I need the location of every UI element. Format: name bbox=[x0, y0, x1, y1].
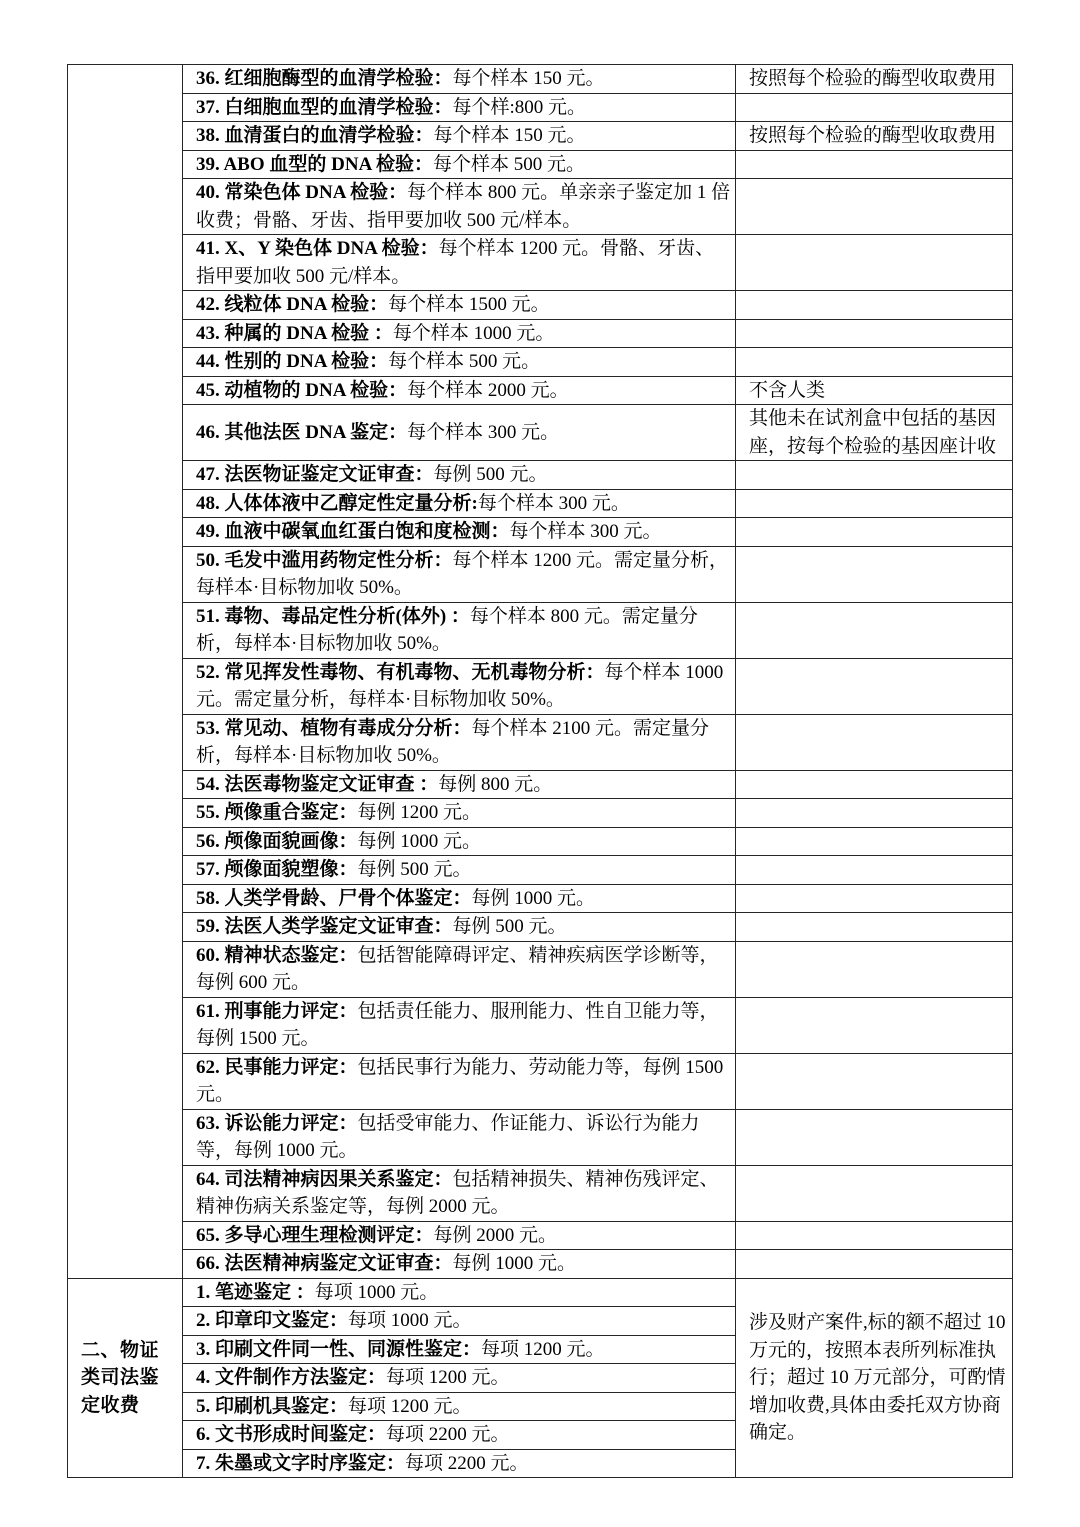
note-cell bbox=[736, 1165, 1013, 1221]
item-description: 包括责任能力、服刑能力、性自卫能力等，每例 1500 元。 bbox=[196, 1000, 719, 1049]
item-label: 54. 法医毒物鉴定文证审查 ： bbox=[196, 773, 439, 795]
item-label: 46. 其他法医 DNA 鉴定： bbox=[196, 421, 408, 443]
note-cell bbox=[736, 489, 1013, 518]
item-label: 63. 诉讼能力评定： bbox=[196, 1112, 358, 1134]
item-label: 57. 颅像面貌塑像： bbox=[196, 859, 358, 880]
table-row bbox=[68, 714, 1013, 770]
item-label: 53. 常见动、植物有毒成分分析： bbox=[196, 717, 472, 739]
item-description: 每个样本 800 元。需定量分析，每样本·目标物加收 50%。 bbox=[196, 605, 698, 654]
note-cell bbox=[736, 348, 1013, 377]
table-row bbox=[68, 546, 1013, 602]
note-cell bbox=[736, 1221, 1013, 1250]
item-cell bbox=[183, 827, 736, 856]
item-cell bbox=[183, 884, 736, 913]
note-cell bbox=[736, 884, 1013, 913]
item-label: 38. 血清蛋白的血清学检验： bbox=[196, 125, 434, 146]
note-cell bbox=[736, 405, 1013, 461]
item-description: 每个样本 1000 元。需定量分析，每样本·目标物加收 50%。 bbox=[196, 661, 724, 710]
table-row bbox=[68, 1221, 1013, 1250]
item-description: 每个样:800 元。 bbox=[452, 96, 587, 118]
item-description: 每项 1200 元。 bbox=[481, 1338, 605, 1360]
note-cell bbox=[736, 941, 1013, 997]
item-label: 37. 白细胞血型的血清学检验： bbox=[196, 96, 453, 118]
item-cell bbox=[183, 518, 736, 547]
item-description: 每项 2200 元。 bbox=[405, 1452, 529, 1474]
item-description: 每个样本 150 元。 bbox=[452, 68, 605, 89]
table-row bbox=[68, 1109, 1013, 1165]
note-cell bbox=[736, 235, 1013, 291]
note-text: 其他未在试剂盒中包括的基因座，按每个检验的基因座计收 bbox=[749, 408, 997, 457]
note-text: 涉及财产案件,标的额不超过 10 万元的，按照本表所列标准执行；超过 10 万元部分，可酌情增加收费,具体由委托双方协商确定。 bbox=[749, 1312, 1006, 1443]
item-label: 47. 法医物证鉴定文证审查： bbox=[196, 464, 434, 485]
item-label: 40. 常染色体 DNA 检验： bbox=[196, 182, 408, 203]
fee-table bbox=[67, 64, 1013, 1478]
note-cell bbox=[736, 856, 1013, 885]
item-label: 50. 毛发中滥用药物定性分析： bbox=[196, 549, 453, 571]
item-cell bbox=[183, 461, 736, 490]
item-cell bbox=[183, 122, 736, 151]
note-cell bbox=[736, 658, 1013, 714]
table-row bbox=[68, 319, 1013, 348]
item-description: 每项 2200 元。 bbox=[386, 1424, 510, 1445]
item-label: 49. 血液中碳氧血红蛋白饱和度检测： bbox=[196, 521, 510, 542]
item-description: 每例 800 元。 bbox=[438, 773, 553, 795]
table-row bbox=[68, 461, 1013, 490]
table-row bbox=[68, 291, 1013, 320]
item-label: 7. 朱墨或文字时序鉴定： bbox=[196, 1452, 406, 1474]
table-row bbox=[68, 489, 1013, 518]
item-cell bbox=[183, 714, 736, 770]
table-row bbox=[68, 1278, 1013, 1307]
note-cell bbox=[736, 913, 1013, 942]
item-cell bbox=[183, 658, 736, 714]
note-cell bbox=[736, 602, 1013, 658]
item-cell bbox=[183, 997, 736, 1053]
item-description: 每个样本 1200 元。骨骼、牙齿、指甲要加收 500 元/样本。 bbox=[196, 238, 715, 287]
item-description: 每例 1000 元。 bbox=[357, 830, 482, 852]
item-cell bbox=[183, 1449, 736, 1478]
category-cell bbox=[68, 65, 183, 1279]
item-label: 60. 精神状态鉴定： bbox=[196, 944, 358, 966]
table-row bbox=[68, 884, 1013, 913]
table-row bbox=[68, 913, 1013, 942]
note-cell bbox=[736, 1250, 1013, 1279]
fee-table-body bbox=[68, 65, 1013, 1478]
item-label: 44. 性别的 DNA 检验： bbox=[196, 351, 389, 372]
table-row bbox=[68, 799, 1013, 828]
item-label: 6. 文书形成时间鉴定： bbox=[196, 1424, 387, 1445]
item-description: 包括精神损失、精神伤残评定、精神伤病关系鉴定等，每例 2000 元。 bbox=[196, 1168, 719, 1217]
item-label: 64. 司法精神病因果关系鉴定： bbox=[196, 1168, 453, 1190]
item-description: 每个样本 150 元。 bbox=[433, 125, 586, 146]
item-label: 58. 人类学骨龄、尸骨个体鉴定： bbox=[196, 887, 472, 909]
item-label: 65. 多导心理生理检测评定： bbox=[196, 1224, 434, 1246]
item-label: 41. X、Y 染色体 DNA 检验： bbox=[196, 238, 439, 259]
item-cell bbox=[183, 1053, 736, 1109]
item-label: 42. 线粒体 DNA 检验： bbox=[196, 294, 389, 315]
item-description: 包括民事行为能力、劳动能力等，每例 1500 元。 bbox=[196, 1056, 724, 1105]
item-description: 每项 1200 元。 bbox=[348, 1395, 472, 1417]
item-label: 66. 法医精神病鉴定文证审查： bbox=[196, 1253, 453, 1274]
table-row bbox=[68, 856, 1013, 885]
note-cell bbox=[736, 65, 1013, 94]
note-cell bbox=[736, 799, 1013, 828]
table-row bbox=[68, 150, 1013, 179]
item-label: 48. 人体体液中乙醇定性定量分析: bbox=[196, 492, 478, 514]
item-label: 1. 笔迹鉴定 ： bbox=[196, 1281, 315, 1303]
item-cell bbox=[183, 291, 736, 320]
item-cell bbox=[183, 65, 736, 94]
item-label: 43. 种属的 DNA 检验 ： bbox=[196, 322, 393, 344]
note-text: 不含人类 bbox=[749, 379, 826, 401]
item-description: 每个样本 1500 元。 bbox=[388, 294, 550, 315]
item-cell bbox=[183, 1307, 736, 1336]
item-label: 61. 刑事能力评定： bbox=[196, 1000, 358, 1022]
note-cell bbox=[736, 518, 1013, 547]
item-cell bbox=[183, 1109, 736, 1165]
table-row bbox=[68, 602, 1013, 658]
note-cell bbox=[736, 770, 1013, 799]
item-description: 每个样本 800 元。单亲亲子鉴定加 1 倍收费；骨骼、牙齿、指甲要加收 500 元/样本。 bbox=[196, 182, 731, 231]
item-description: 每个样本 500 元。 bbox=[433, 153, 586, 175]
item-description: 每个样本 1200 元。需定量分析，每样本·目标物加收 50%。 bbox=[196, 549, 729, 598]
note-cell bbox=[736, 1109, 1013, 1165]
note-cell bbox=[736, 376, 1013, 405]
item-cell bbox=[183, 546, 736, 602]
table-row bbox=[68, 376, 1013, 405]
item-description: 每个样本 2000 元。 bbox=[407, 379, 569, 401]
table-row bbox=[68, 65, 1013, 94]
table-row bbox=[68, 405, 1013, 461]
note-cell bbox=[736, 714, 1013, 770]
note-text: 按照每个检验的酶型收取费用 bbox=[749, 125, 997, 146]
note-cell bbox=[736, 997, 1013, 1053]
item-cell bbox=[183, 376, 736, 405]
note-cell bbox=[736, 546, 1013, 602]
item-description: 每个样本 300 元。 bbox=[509, 521, 662, 542]
table-row bbox=[68, 941, 1013, 997]
note-cell bbox=[736, 827, 1013, 856]
note-cell bbox=[736, 461, 1013, 490]
table-row bbox=[68, 93, 1013, 122]
item-label: 4. 文件制作方法鉴定： bbox=[196, 1367, 387, 1388]
item-description: 包括智能障碍评定、精神疾病医学诊断等，每例 600 元。 bbox=[196, 944, 719, 993]
note-cell bbox=[736, 291, 1013, 320]
item-cell bbox=[183, 179, 736, 235]
item-description: 每个样本 1000 元。 bbox=[392, 322, 555, 344]
item-label: 56. 颅像面貌画像： bbox=[196, 830, 358, 852]
item-description: 每例 1000 元。 bbox=[471, 887, 596, 909]
item-description: 每例 500 元。 bbox=[433, 464, 548, 485]
note-cell bbox=[736, 319, 1013, 348]
table-row bbox=[68, 997, 1013, 1053]
item-description: 每例 1200 元。 bbox=[357, 802, 482, 823]
item-description: 每例 500 元。 bbox=[357, 859, 472, 880]
note-cell-merged bbox=[736, 1278, 1013, 1478]
item-cell bbox=[183, 1278, 736, 1307]
item-cell bbox=[183, 405, 736, 461]
table-row bbox=[68, 827, 1013, 856]
item-description: 每项 1000 元。 bbox=[348, 1310, 472, 1331]
category-cell bbox=[68, 1278, 183, 1478]
item-description: 每例 500 元。 bbox=[452, 916, 567, 937]
item-cell bbox=[183, 913, 736, 942]
item-label: 3. 印刷文件同一性、同源性鉴定： bbox=[196, 1338, 482, 1360]
item-cell bbox=[183, 1165, 736, 1221]
item-cell bbox=[183, 799, 736, 828]
table-row bbox=[68, 658, 1013, 714]
item-label: 51. 毒物、毒品定性分析(体外) ： bbox=[196, 605, 470, 627]
item-cell bbox=[183, 602, 736, 658]
item-label: 45. 动植物的 DNA 检验： bbox=[196, 379, 408, 401]
item-description: 每项 1200 元。 bbox=[386, 1367, 510, 1388]
item-cell bbox=[183, 1392, 736, 1421]
table-row bbox=[68, 1053, 1013, 1109]
note-cell bbox=[736, 150, 1013, 179]
item-cell bbox=[183, 856, 736, 885]
item-cell bbox=[183, 1221, 736, 1250]
item-cell bbox=[183, 150, 736, 179]
item-label: 2. 印章印文鉴定： bbox=[196, 1310, 349, 1331]
note-text: 按照每个检验的酶型收取费用 bbox=[749, 68, 997, 89]
item-cell bbox=[183, 93, 736, 122]
note-cell bbox=[736, 179, 1013, 235]
item-description: 包括受审能力、作证能力、诉讼行为能力等，每例 1000 元。 bbox=[196, 1112, 700, 1161]
item-description: 每个样本 300 元。 bbox=[477, 492, 630, 514]
table-row bbox=[68, 122, 1013, 151]
item-label: 52. 常见挥发性毒物、有机毒物、无机毒物分析： bbox=[196, 661, 605, 683]
item-cell bbox=[183, 941, 736, 997]
table-row bbox=[68, 1250, 1013, 1279]
table-row bbox=[68, 1165, 1013, 1221]
item-cell bbox=[183, 1335, 736, 1364]
table-row bbox=[68, 348, 1013, 377]
item-description: 每项 1000 元。 bbox=[314, 1281, 439, 1303]
item-label: 62. 民事能力评定： bbox=[196, 1056, 358, 1078]
item-cell bbox=[183, 770, 736, 799]
item-label: 5. 印刷机具鉴定： bbox=[196, 1395, 349, 1417]
item-description: 每个样本 300 元。 bbox=[407, 421, 560, 443]
item-cell bbox=[183, 319, 736, 348]
item-label: 39. ABO 血型的 DNA 检验： bbox=[196, 153, 433, 175]
table-row bbox=[68, 518, 1013, 547]
note-cell bbox=[736, 1053, 1013, 1109]
table-row bbox=[68, 770, 1013, 799]
item-description: 每个样本 2100 元。需定量分析，每样本·目标物加收 50%。 bbox=[196, 717, 710, 766]
item-cell bbox=[183, 1364, 736, 1393]
item-label: 55. 颅像重合鉴定： bbox=[196, 802, 358, 823]
table-row bbox=[68, 179, 1013, 235]
item-label: 36. 红细胞酶型的血清学检验： bbox=[196, 68, 453, 89]
note-cell bbox=[736, 122, 1013, 151]
item-label: 59. 法医人类学鉴定文证审查： bbox=[196, 916, 453, 937]
category-label: 二、物证类司法鉴定收费 bbox=[81, 1339, 160, 1416]
table-row bbox=[68, 235, 1013, 291]
item-description: 每例 2000 元。 bbox=[433, 1224, 558, 1246]
item-cell bbox=[183, 1421, 736, 1450]
item-cell bbox=[183, 348, 736, 377]
item-cell bbox=[183, 489, 736, 518]
item-description: 每个样本 500 元。 bbox=[388, 351, 541, 372]
item-cell bbox=[183, 1250, 736, 1279]
item-cell bbox=[183, 235, 736, 291]
item-description: 每例 1000 元。 bbox=[452, 1253, 577, 1274]
note-cell bbox=[736, 93, 1013, 122]
